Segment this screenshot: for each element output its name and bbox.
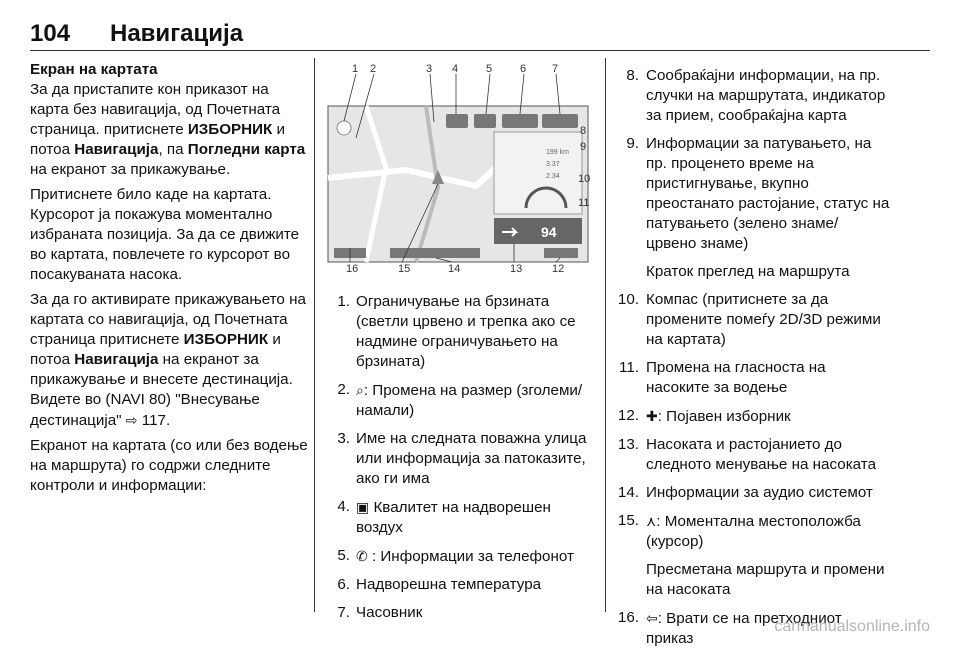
legend-text: Квалитет на надворешен воздух [356, 499, 551, 536]
legend-item [615, 435, 890, 475]
callout-label: 10 [578, 173, 590, 185]
callout-label: 4 [452, 63, 459, 75]
menu-term: ИЗБОРНИК [187, 121, 273, 138]
legend-item [334, 546, 596, 567]
legend-number: 12. [617, 407, 639, 424]
legend-item [334, 497, 596, 538]
legend-number: 4. [337, 498, 350, 515]
menu-term: ИЗБОРНИК [183, 331, 269, 348]
callout-label: 5 [486, 63, 493, 75]
legend-item [615, 406, 890, 427]
page-header [30, 20, 243, 48]
column-divider [605, 58, 606, 612]
legend-text: : Информации за телефонот [367, 548, 574, 565]
zoom-button [446, 114, 468, 128]
reference-arrow-icon: ⇨ [125, 412, 138, 428]
page-number: 104 [30, 20, 71, 47]
magnifier-icon: ⌕ [356, 382, 364, 398]
legend-text: : Појавен изборник [657, 408, 791, 425]
legend-subnote: Краток преглед на маршрута [646, 263, 850, 280]
callout-label: 11 [578, 197, 590, 209]
legend-item [615, 66, 890, 126]
phone-button [502, 114, 538, 128]
view-map-term: Погледни карта [187, 141, 306, 158]
callout-label: 2 [370, 63, 377, 75]
air-quality-icon: ▣ [356, 499, 370, 515]
intro-column [30, 60, 308, 501]
legend-list-right [615, 66, 890, 657]
legend-number: 1. [337, 293, 350, 310]
intro-text: и потоа [30, 121, 286, 158]
callout-label: 3 [426, 63, 433, 75]
legend-item [334, 292, 596, 372]
plus-icon: ✚ [646, 408, 658, 424]
legend-number: 13. [617, 436, 639, 453]
legend-text: Ограничување на брзината (светли црвено и трепка ако се надмине ограничувањето на брзината) [356, 293, 576, 370]
page-reference[interactable]: 117. [137, 412, 171, 429]
section-title: Навигација [110, 20, 244, 47]
legend-number: 5. [337, 547, 350, 564]
legend-text: Часовник [356, 604, 423, 621]
navigation-term: Навигација [74, 141, 159, 158]
legend-text: Информации за патувањето, на пр. проценето време на пристигнување, вкупно преостанато растојание, статус на патувањето (зелено знаме/ црвено знаме) [646, 135, 890, 252]
map-screen-figure [326, 58, 590, 276]
legend-item [334, 575, 596, 595]
back-arrow-icon: ⇦ [646, 610, 658, 626]
callout-label: 1 [352, 63, 359, 75]
callout-label: 6 [520, 63, 527, 75]
legend-text: Компас (притиснете за да промените помеѓу 2D/3D режими на картата) [646, 291, 881, 348]
legend-number: 16. [617, 609, 639, 626]
legend-subnote: Пресметана маршрута и промени на насоката [646, 561, 885, 598]
intro-heading: Екран на картата [30, 61, 158, 78]
cursor-paragraph: Притиснете било каде на картата. Курсорот ја покажува моментално избраната позиција. За да се движите во картата, повлечете го курсорот во посакуваната насока. [30, 186, 300, 283]
legend-text: Надворешна температура [356, 576, 542, 593]
callout-label: 7 [552, 63, 559, 75]
phone-icon: ✆ [356, 548, 368, 564]
callout-label: 8 [580, 125, 587, 137]
trip-info-panel [494, 132, 582, 214]
distance-label: 199 km [546, 149, 569, 156]
legend-number: 11. [619, 359, 639, 376]
callout-label: 14 [448, 263, 461, 275]
legend-text: Промена на гласноста на насоките за водење [646, 359, 826, 396]
legend-item [334, 429, 596, 489]
legend-item [615, 511, 890, 552]
legend-text: Име на следната поважна улица или информација за патоказите, ако ги има [356, 430, 587, 487]
legend-number: 2. [337, 381, 350, 398]
legend-number: 9. [626, 135, 639, 152]
callout-label: 16 [346, 263, 359, 275]
legend-item [615, 358, 890, 398]
menu-button [544, 248, 578, 258]
clock-display [542, 114, 578, 128]
legend-item [615, 290, 890, 350]
distance-label: 2.34 [546, 173, 560, 180]
contents-paragraph: Екранот на картата (со или без водење на маршрута) го содржи следните контроли и информации: [30, 437, 308, 494]
legend-text: : Врати се на претходниот приказ [646, 610, 842, 647]
air-quality-button [474, 114, 496, 128]
legend-text: Информации за аудио системот [646, 484, 873, 501]
audio-info-bar [390, 248, 480, 258]
activate-text: За да го активирате прикажувањето на картата со навигација, од Почетната страница притиснете [30, 291, 306, 348]
header-rule [30, 50, 930, 51]
speed-limit-sign [337, 121, 351, 135]
navigation-term: Навигација [74, 351, 159, 368]
speed-value: 94 [541, 224, 557, 240]
intro-text: , па [158, 141, 188, 158]
intro-text: на екранот за прикажување. [30, 161, 231, 178]
watermark: carmanualsonline.info [774, 618, 930, 635]
legend-item [334, 603, 596, 623]
legend-number: 15. [617, 512, 639, 529]
activate-text: на екранот за прикажување и внесете дестинација. Видете во (NAVI 80) "Внесување дестинација" [30, 351, 293, 429]
callout-label: 13 [510, 263, 523, 275]
legend-number: 10. [617, 291, 639, 308]
legend-number: 8. [626, 67, 639, 84]
legend-number: 7. [337, 604, 350, 621]
activate-text: и потоа [30, 331, 281, 368]
callout-label: 12 [552, 263, 565, 275]
legend-text: Сообраќајни информации, на пр. случки на маршрутата, индикатор за прием, сообраќајна карта [646, 67, 886, 124]
legend-list-left [334, 292, 596, 631]
cursor-icon: ⋏ [646, 513, 657, 529]
legend-number: 14. [617, 484, 639, 501]
legend-item [615, 134, 890, 254]
distance-label: 3.37 [546, 161, 560, 168]
callout-label: 9 [580, 141, 587, 153]
column-divider [314, 58, 315, 612]
legend-text: Насоката и растојанието до следното менување на насоката [646, 436, 877, 473]
intro-text: За да пристапите кон приказот на карта без навигација, од Почетната страница. притиснете [30, 81, 281, 138]
legend-item [334, 380, 596, 421]
legend-text: : Промена на размер (зголеми/намали) [356, 382, 583, 419]
callout-label: 15 [398, 263, 411, 275]
legend-item [615, 483, 890, 503]
legend-number: 6. [337, 576, 350, 593]
legend-text: : Моментална местоположба (курсор) [646, 513, 861, 550]
legend-number: 3. [337, 430, 350, 447]
